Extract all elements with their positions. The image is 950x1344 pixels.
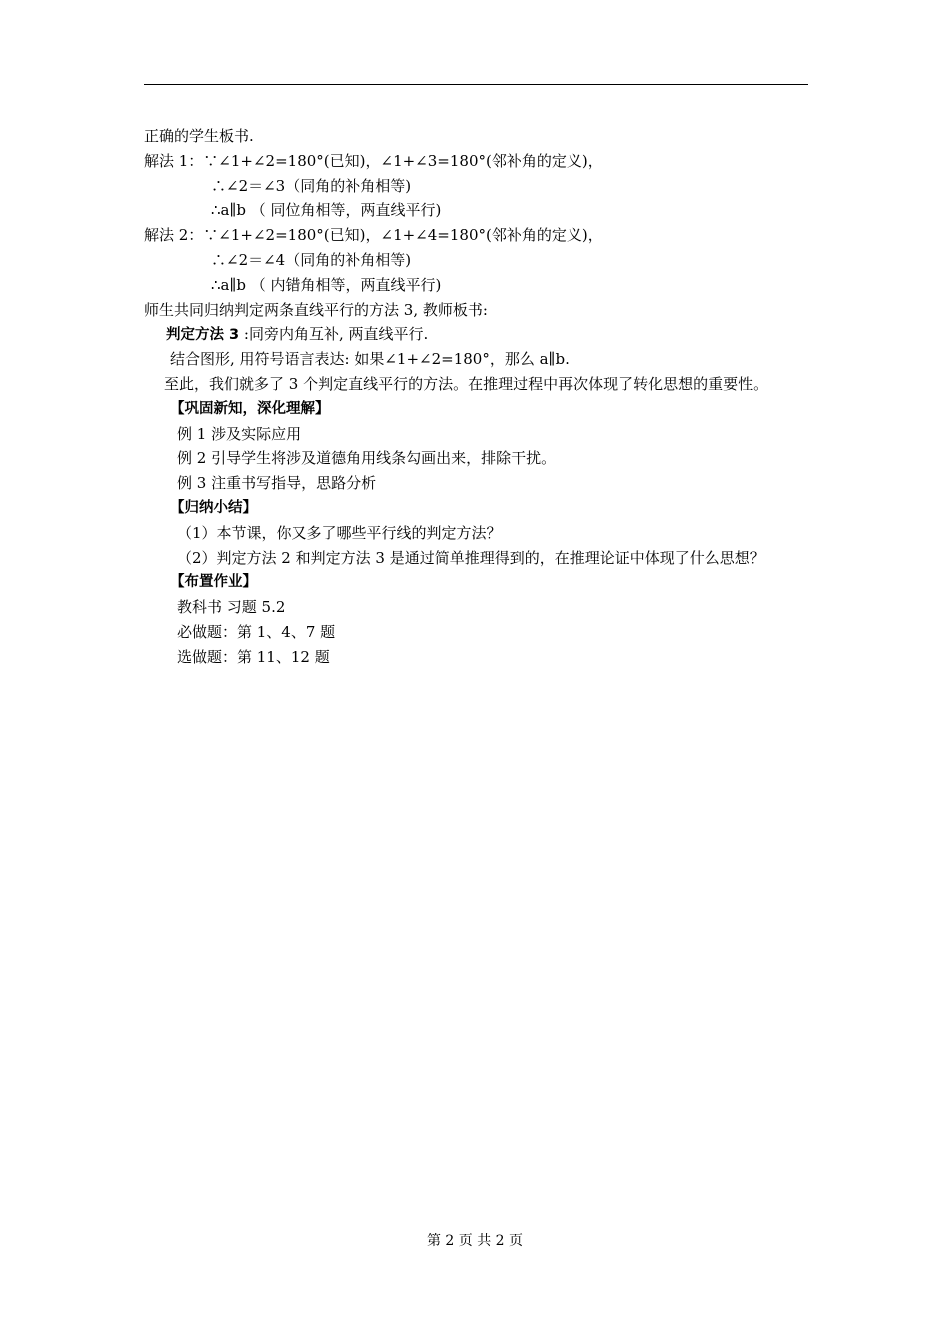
homework-item: 选做题：第 11、12 题: [177, 647, 330, 666]
section-heading: 【巩固新知，深化理解】: [170, 400, 330, 417]
header-rule: [144, 84, 808, 85]
text-line: 正确的学生板书.: [144, 127, 254, 145]
solution-1-conclusion: ∴a∥b （ 同位角相等，两直线平行): [211, 201, 442, 220]
homework-item: 教科书 习题 5.2: [177, 598, 286, 617]
method-3-label: 判定方法 3: [166, 327, 240, 344]
solution-1-line: 解法 1：∵∠1+∠2=180°(已知)，∠1+∠3=180°(邻补角的定义)，: [144, 151, 603, 170]
solution-2-conclusion: ∴a∥b （ 内错角相等，两直线平行): [211, 275, 442, 294]
summary-item: （1）本节课，你又多了哪些平行线的判定方法？: [177, 523, 502, 542]
homework-item: 必做题：第 1、4、7 题: [177, 622, 336, 641]
section-heading: 【布置作业】: [170, 574, 257, 591]
method-3-line: [144, 322, 824, 347]
document-body: [144, 124, 824, 670]
example-item: 例 1 涉及实际应用: [177, 424, 302, 443]
solution-2-line: 解法 2：∵∠1+∠2=180°(已知)，∠1+∠4=180°(邻补角的定义)，: [144, 226, 603, 245]
page-footer: 第 2 页 共 2 页: [426, 1233, 524, 1249]
text-line: 结合图形, 用符号语言表达: 如果∠1+∠2=180°，那么 a∥b.: [170, 350, 570, 369]
summary-item: （2）判定方法 2 和判定方法 3 是通过简单推理得到的，在推理论证中体现了什么思想？: [177, 548, 765, 567]
text-line: 师生共同归纳判定两条直线平行的方法 3, 教师板书:: [144, 300, 488, 319]
method-3-text: :同旁内角互补, 两直线平行.: [239, 325, 429, 344]
solution-1-step: ∴∠2＝∠3（同角的补角相等): [211, 176, 412, 195]
example-item: 例 2 引导学生将涉及道德角用线条勾画出来，排除干扰。: [177, 449, 557, 468]
example-item: 例 3 注重书写指导，思路分析: [177, 474, 377, 493]
solution-2-step: ∴∠2＝∠4（同角的补角相等): [211, 250, 412, 269]
paragraph: 至此，我们就多了 3 个判定直线平行的方法。在推理过程中再次体现了转化思想的重要性。: [164, 374, 769, 393]
section-heading: 【归纳小结】: [170, 499, 257, 516]
